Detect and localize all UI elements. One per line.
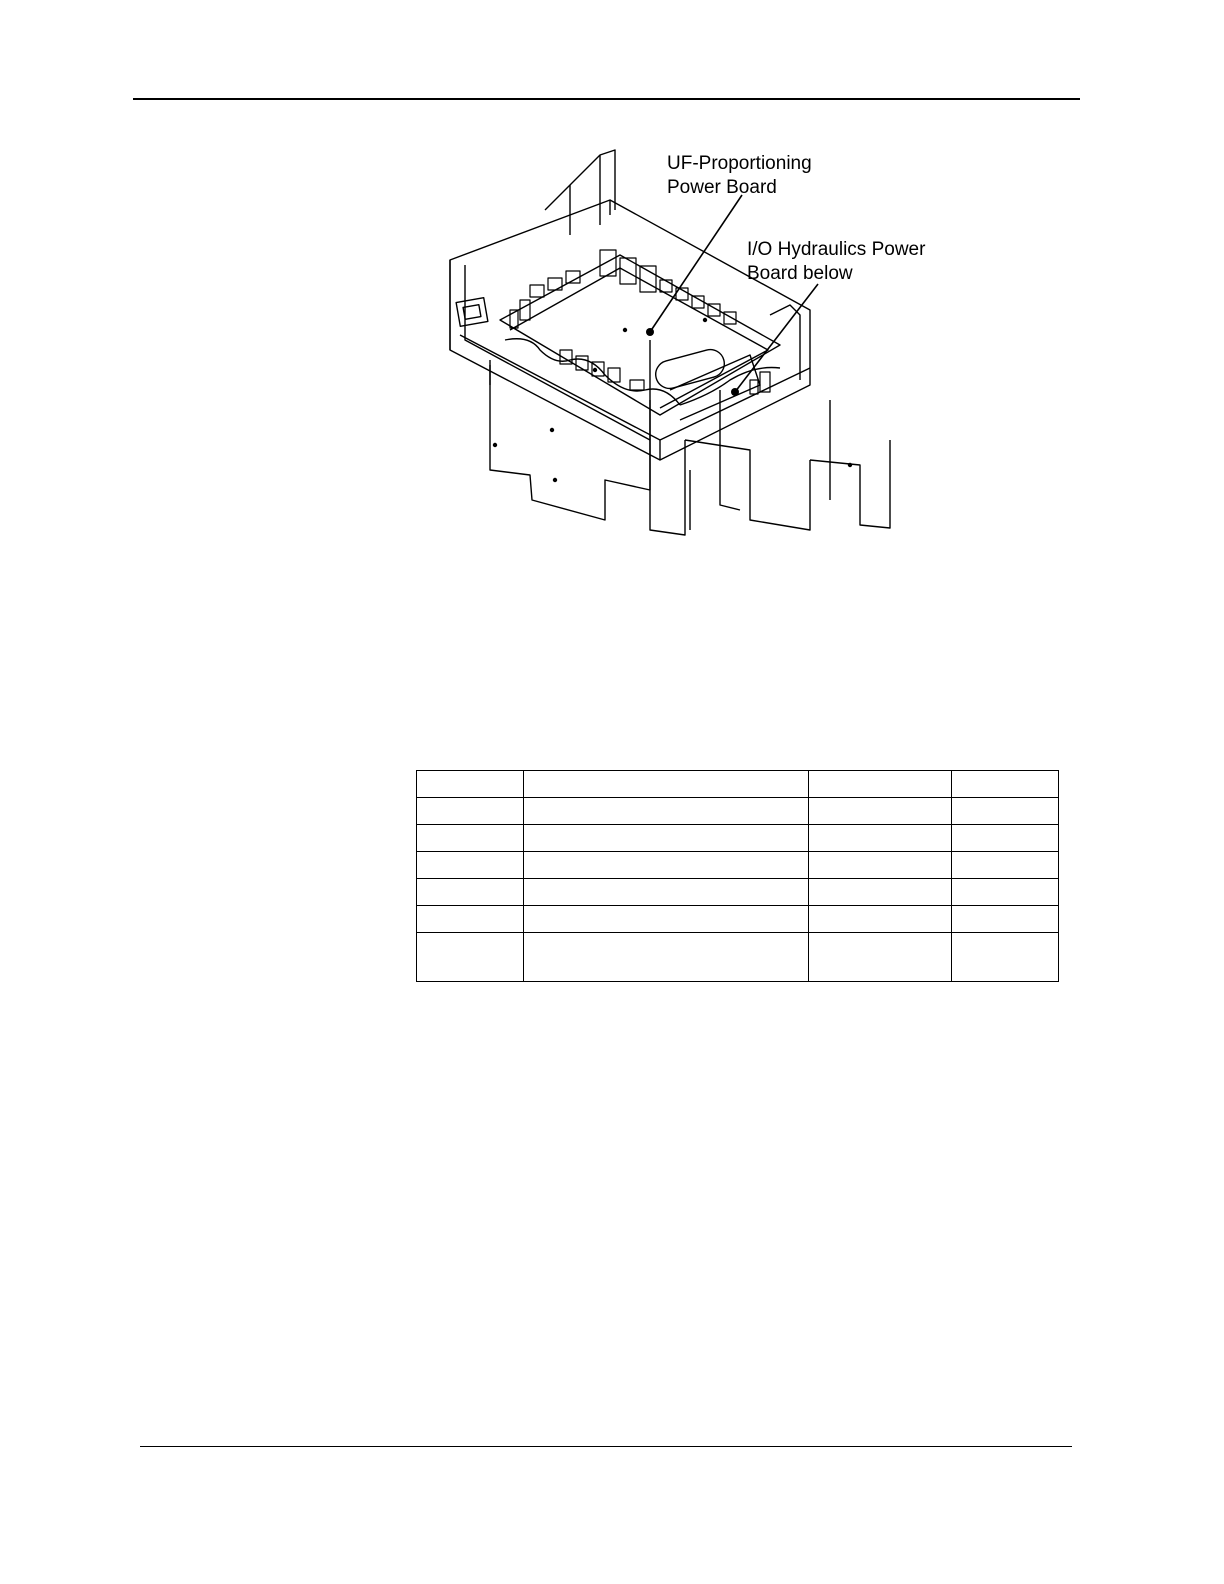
table-row [417,798,1059,825]
table-cell [809,906,952,933]
table-row [417,771,1059,798]
table-cell [952,906,1059,933]
table-cell [952,798,1059,825]
table-cell [524,906,809,933]
table-cell [952,771,1059,798]
table-cell [809,771,952,798]
callout-line: I/O Hydraulics Power [747,239,926,260]
table-row [417,825,1059,852]
table-cell [417,825,524,852]
table-row [417,879,1059,906]
table-cell [809,798,952,825]
footer-rule [140,1446,1072,1447]
table-row [417,852,1059,879]
table-cell [952,879,1059,906]
table-cell [809,825,952,852]
table-cell [417,852,524,879]
table-cell [952,852,1059,879]
table-cell [524,798,809,825]
table-cell [809,933,952,982]
table-cell [417,933,524,982]
table-cell [417,771,524,798]
table-cell [952,933,1059,982]
callout-uf-proportioning-power-board [667,152,812,200]
table-cell [524,852,809,879]
table-cell [809,852,952,879]
callout-line: Board below [747,263,853,284]
table-cell [524,771,809,798]
table-cell [417,879,524,906]
table-cell [524,825,809,852]
table-cell [809,879,952,906]
callout-io-hydraulics-power-board [747,238,925,286]
power-board-assembly-illustration [420,140,980,540]
parts-table [416,770,1059,982]
table-cell [524,879,809,906]
table-row [417,906,1059,933]
table-cell [417,906,524,933]
callout-line: UF-Proportioning [667,153,812,174]
table-row [417,933,1059,982]
callout-line: Power Board [667,177,777,198]
table-cell [524,933,809,982]
table-cell [952,825,1059,852]
table-cell [417,798,524,825]
header-rule [133,98,1080,100]
